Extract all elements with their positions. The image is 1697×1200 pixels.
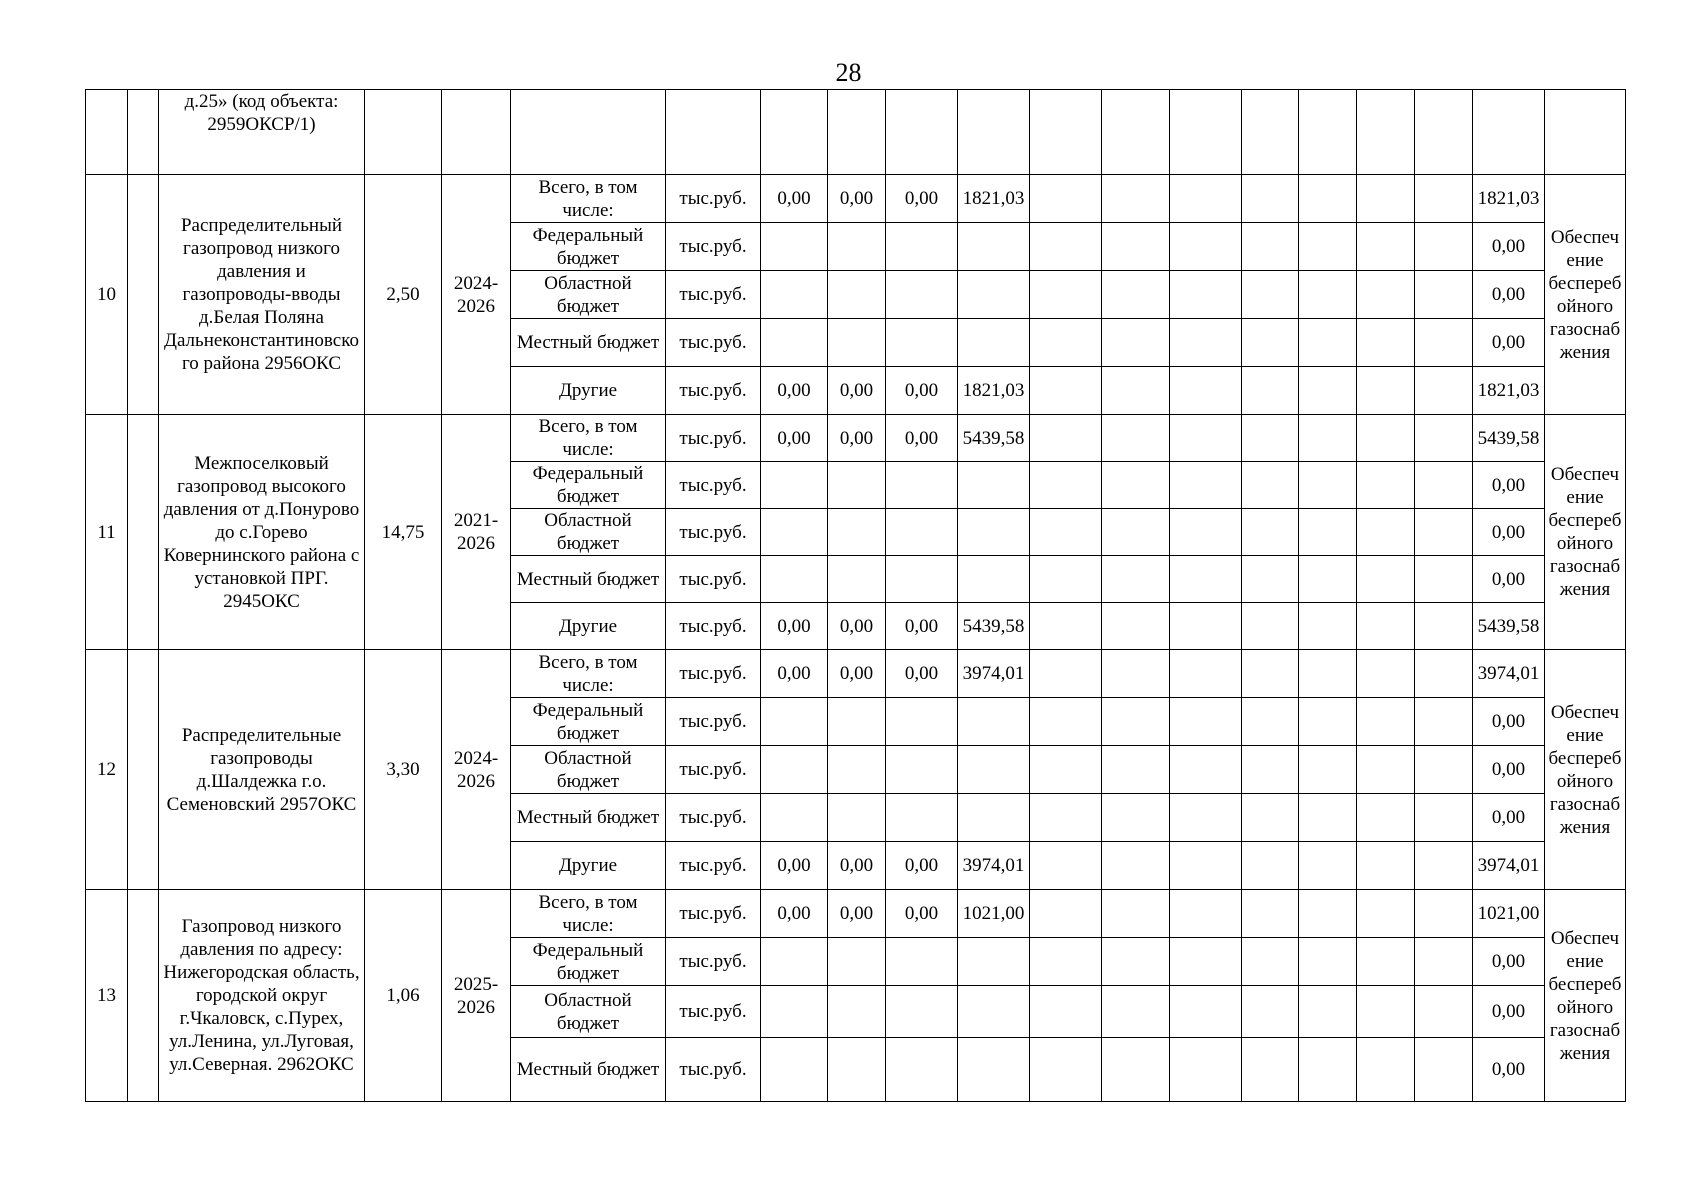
funding-source: Местный бюджет: [511, 794, 666, 842]
total-cell: 3974,01: [1473, 842, 1545, 890]
funding-source: Другие: [511, 842, 666, 890]
unit: тыс.руб.: [666, 890, 761, 938]
value-cell: 0,00: [828, 367, 886, 415]
total-cell: 0,00: [1473, 698, 1545, 746]
value-cell: [828, 986, 886, 1038]
value-cell: [958, 938, 1030, 986]
value-cell: 1021,00: [958, 890, 1030, 938]
table-row: [86, 890, 1626, 938]
funding-source: Другие: [511, 367, 666, 415]
total-cell: 1021,00: [1473, 890, 1545, 938]
value-cell: [761, 938, 828, 986]
value-cell: [886, 794, 958, 842]
value-cell: 1821,03: [958, 175, 1030, 223]
funding-source: Областной бюджет: [511, 509, 666, 556]
purpose: Обеспечение бесперебойного газоснабжения: [1545, 175, 1626, 415]
value-cell: 0,00: [761, 890, 828, 938]
funding-source: Областной бюджет: [511, 986, 666, 1038]
period: 2021-2026: [442, 415, 511, 650]
table-row: [86, 175, 1626, 223]
value-cell: [761, 1038, 828, 1102]
value-cell: [886, 223, 958, 271]
value-cell: [958, 1038, 1030, 1102]
total-cell: 0,00: [1473, 271, 1545, 319]
funding-source: Федеральный бюджет: [511, 223, 666, 271]
unit: тыс.руб.: [666, 650, 761, 698]
funding-source: Федеральный бюджет: [511, 698, 666, 746]
object-name: Газопровод низкого давления по адресу: Нижегородская область, городской округ г.Чкаловск, с.Пурех, ул.Ленина, ул.Луговая, ул.Северная. 2962ОКС: [159, 890, 365, 1102]
value-cell: [761, 698, 828, 746]
value-cell: [886, 1038, 958, 1102]
object-name: Распределительные газопроводы д.Шалдежка г.о. Семеновский 2957ОКС: [159, 650, 365, 890]
value-cell: [958, 509, 1030, 556]
value-cell: [886, 746, 958, 794]
value-cell: 0,00: [828, 415, 886, 462]
total-cell: 0,00: [1473, 1038, 1545, 1102]
unit: тыс.руб.: [666, 1038, 761, 1102]
total-cell: 0,00: [1473, 938, 1545, 986]
row-number: 10: [86, 175, 128, 415]
unit: тыс.руб.: [666, 415, 761, 462]
value-cell: [761, 223, 828, 271]
unit: тыс.руб.: [666, 698, 761, 746]
value-cell: [886, 698, 958, 746]
total-cell: 5439,58: [1473, 603, 1545, 650]
unit: тыс.руб.: [666, 223, 761, 271]
value-cell: [886, 462, 958, 509]
purpose: Обеспечение бесперебойного газоснабжения: [1545, 415, 1626, 650]
unit: тыс.руб.: [666, 319, 761, 367]
value-cell: [761, 556, 828, 603]
total-cell: 5439,58: [1473, 415, 1545, 462]
value-cell: [958, 271, 1030, 319]
value-cell: [761, 746, 828, 794]
capacity: 14,75: [365, 415, 442, 650]
value-cell: [761, 794, 828, 842]
value-cell: [958, 698, 1030, 746]
value-cell: [886, 319, 958, 367]
unit: тыс.руб.: [666, 938, 761, 986]
value-cell: [886, 556, 958, 603]
value-cell: [828, 556, 886, 603]
period: 2024-2026: [442, 175, 511, 415]
value-cell: 0,00: [828, 603, 886, 650]
value-cell: 0,00: [886, 650, 958, 698]
total-cell: 0,00: [1473, 319, 1545, 367]
value-cell: [761, 319, 828, 367]
value-cell: [958, 462, 1030, 509]
purpose: Обеспечение бесперебойного газоснабжения: [1545, 650, 1626, 890]
value-cell: [958, 556, 1030, 603]
row-number: 11: [86, 415, 128, 650]
unit: тыс.руб.: [666, 271, 761, 319]
object-name: Межпоселковый газопровод высокого давления от д.Понурово до с.Горево Ковернинского района с установкой ПРГ. 2945ОКС: [159, 415, 365, 650]
value-cell: 5439,58: [958, 415, 1030, 462]
funding-source: Местный бюджет: [511, 556, 666, 603]
unit: тыс.руб.: [666, 603, 761, 650]
table-row: [86, 415, 1626, 462]
value-cell: 0,00: [761, 603, 828, 650]
unit: тыс.руб.: [666, 509, 761, 556]
unit: тыс.руб.: [666, 746, 761, 794]
unit: тыс.руб.: [666, 462, 761, 509]
value-cell: [958, 223, 1030, 271]
value-cell: 0,00: [828, 842, 886, 890]
value-cell: [886, 271, 958, 319]
value-cell: 0,00: [886, 890, 958, 938]
value-cell: [886, 938, 958, 986]
funding-source: Всего, в том числе:: [511, 650, 666, 698]
value-cell: 0,00: [886, 175, 958, 223]
value-cell: 3974,01: [958, 650, 1030, 698]
funding-source: Областной бюджет: [511, 271, 666, 319]
value-cell: [828, 319, 886, 367]
value-cell: 0,00: [886, 367, 958, 415]
value-cell: [828, 223, 886, 271]
value-cell: [761, 462, 828, 509]
value-cell: [958, 319, 1030, 367]
total-cell: 0,00: [1473, 746, 1545, 794]
total-cell: 0,00: [1473, 462, 1545, 509]
capacity: 1,06: [365, 890, 442, 1102]
row-number: 12: [86, 650, 128, 890]
total-cell: 0,00: [1473, 223, 1545, 271]
page-number: 28: [835, 58, 862, 87]
value-cell: [958, 986, 1030, 1038]
value-cell: 0,00: [761, 175, 828, 223]
unit: тыс.руб.: [666, 175, 761, 223]
total-cell: 0,00: [1473, 556, 1545, 603]
value-cell: 5439,58: [958, 603, 1030, 650]
funding-source: Всего, в том числе:: [511, 415, 666, 462]
value-cell: 0,00: [761, 650, 828, 698]
value-cell: [828, 698, 886, 746]
unit: тыс.руб.: [666, 367, 761, 415]
total-cell: 0,00: [1473, 794, 1545, 842]
total-cell: 0,00: [1473, 509, 1545, 556]
value-cell: 0,00: [828, 890, 886, 938]
value-cell: 1821,03: [958, 367, 1030, 415]
value-cell: [828, 794, 886, 842]
value-cell: [828, 509, 886, 556]
value-cell: 0,00: [761, 415, 828, 462]
value-cell: [886, 986, 958, 1038]
funding-source: Областной бюджет: [511, 746, 666, 794]
total-cell: 1821,03: [1473, 175, 1545, 223]
funding-source: Федеральный бюджет: [511, 462, 666, 509]
total-cell: 1821,03: [1473, 367, 1545, 415]
value-cell: [828, 746, 886, 794]
value-cell: 3974,01: [958, 842, 1030, 890]
unit: тыс.руб.: [666, 556, 761, 603]
value-cell: [828, 462, 886, 509]
value-cell: 0,00: [886, 603, 958, 650]
budget-table: [85, 89, 1626, 1102]
table-row: [86, 90, 1626, 175]
value-cell: [958, 746, 1030, 794]
funding-source: Федеральный бюджет: [511, 938, 666, 986]
value-cell: [761, 509, 828, 556]
value-cell: 0,00: [761, 367, 828, 415]
period: 2024-2026: [442, 650, 511, 890]
unit: тыс.руб.: [666, 986, 761, 1038]
value-cell: 0,00: [828, 175, 886, 223]
purpose: Обеспечение бесперебойного газоснабжения: [1545, 890, 1626, 1102]
funding-source: Другие: [511, 603, 666, 650]
value-cell: [958, 794, 1030, 842]
capacity: 2,50: [365, 175, 442, 415]
object-name: Распределительный газопровод низкого давления и газопроводы-вводы д.Белая Поляна Дальнеконстантиновского района 2956ОКС: [159, 175, 365, 415]
value-cell: 0,00: [886, 415, 958, 462]
funding-source: Всего, в том числе:: [511, 175, 666, 223]
value-cell: [828, 271, 886, 319]
object-name: д.25» (код объекта: 2959ОКСР/1): [159, 90, 365, 175]
funding-source: Всего, в том числе:: [511, 890, 666, 938]
row-number: 13: [86, 890, 128, 1102]
value-cell: [886, 509, 958, 556]
value-cell: 0,00: [886, 842, 958, 890]
unit: тыс.руб.: [666, 794, 761, 842]
value-cell: [761, 986, 828, 1038]
value-cell: [828, 938, 886, 986]
funding-source: Местный бюджет: [511, 319, 666, 367]
total-cell: 3974,01: [1473, 650, 1545, 698]
value-cell: [828, 1038, 886, 1102]
total-cell: 0,00: [1473, 986, 1545, 1038]
capacity: 3,30: [365, 650, 442, 890]
unit: тыс.руб.: [666, 842, 761, 890]
value-cell: 0,00: [828, 650, 886, 698]
period: 2025-2026: [442, 890, 511, 1102]
funding-source: Местный бюджет: [511, 1038, 666, 1102]
value-cell: 0,00: [761, 842, 828, 890]
table-row: [86, 650, 1626, 698]
value-cell: [761, 271, 828, 319]
